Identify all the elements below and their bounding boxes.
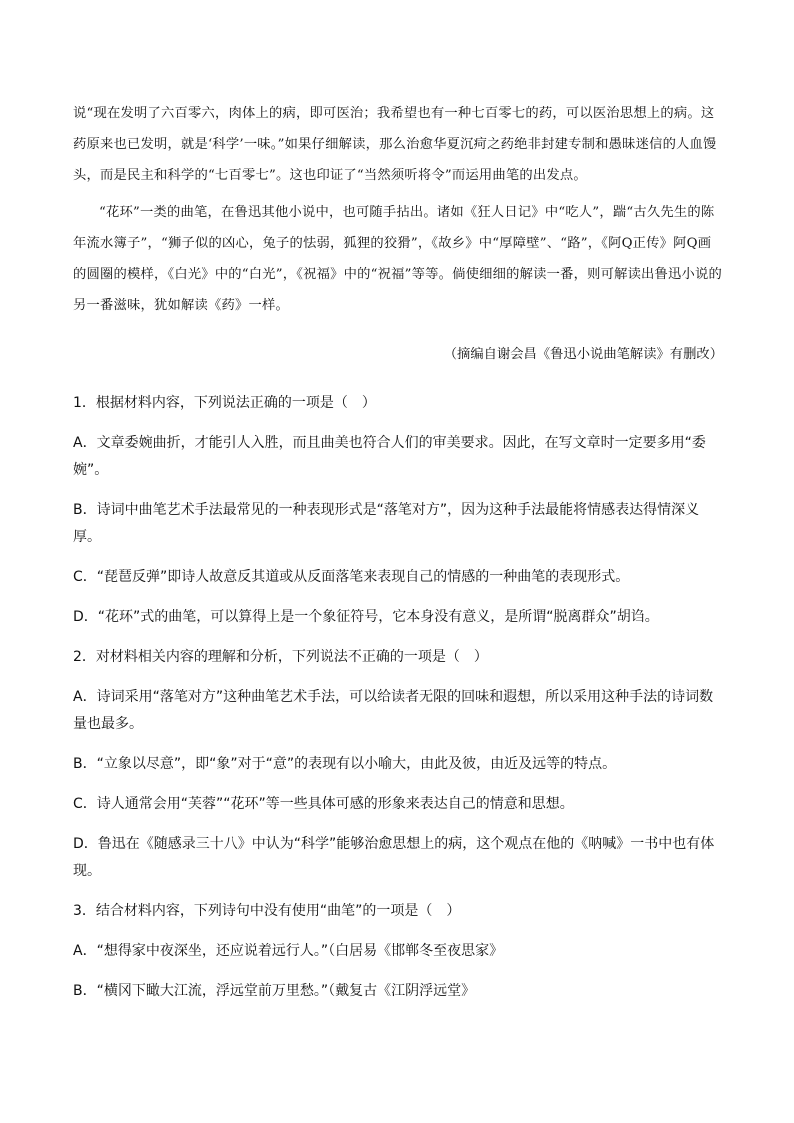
passage-paragraph-2: “花环”一类的曲笔，在鲁迅其他小说中，也可随手拈出。诸如《狂人日记》中“吃人”，踹“古久先生的陈年流水簿子”，“狮子似的凶心，兔子的怯弱，狐狸的狡猾”，《故乡》中“厚障壁”、“路”，《阿Q正传》阿Q画的圆圈的模样，《白光》中的“白光”，《祝福》中的“祝福”等等。倘使细细的解读一番，则可解读出鲁迅小说的另一番滋味，犹如解读《药》一样。 xyxy=(73,205,723,313)
option-a: A．诗词采用“落笔对方”这种曲笔艺术手法，可以给读者无限的回味和遐想，所以采用这种手法的诗词数量也最多。 xyxy=(73,689,714,732)
option-b: B．“立象以尽意”，即“象”对于“意”的表现有以小喻大，由此及彼，由近及远等的特点。 xyxy=(73,756,617,772)
question-stem: 3．结合材料内容，下列诗句中没有使用“曲笔”的一项是（ ） xyxy=(73,903,461,919)
reading-passage xyxy=(73,98,723,321)
option-a: A．文章委婉曲折，才能引人入胜，而且曲美也符合人们的审美要求。因此，在写文章时一定要多用“委婉”。 xyxy=(73,435,706,478)
option-d: D．鲁迅在《随感录三十八》中认为“科学”能够治愈思想上的病，这个观点在他的《呐喊》一书中也有体现。 xyxy=(73,836,715,879)
option-b: B．诗词中曲笔艺术手法最常见的一种表现形式是“落笔对方”，因为这种手法最能将情感表达得情深义厚。 xyxy=(73,502,700,545)
question-1 xyxy=(73,390,723,631)
question-list xyxy=(73,390,723,1005)
question-stem: 2．对材料相关内容的理解和分析，下列说法不正确的一项是（ ） xyxy=(73,649,488,665)
option-c: C．诗人通常会用“芙蓉”“花环”等一些具体可感的形象来表达自己的情意和思想。 xyxy=(73,796,574,812)
question-2 xyxy=(73,644,723,885)
option-a: A．“想得家中夜深坐，还应说着远行人。”（白居易《邯郸冬至夜思家》 xyxy=(73,943,504,959)
passage-paragraph-1: 说“现在发明了六百零六，肉体上的病，即可医治；我希望也有一种七百零七的药，可以医治思想上的病。这药原来也已发明，就是‘科学’一味。”如果仔细解读，那么治愈华夏沉疴之药绝非封建专制和愚昧迷信的人血馒头，而是民主和科学的“七百零七”。这也印证了“当然须听将令”而运用曲笔的出发点。 xyxy=(73,106,717,183)
question-stem: 1．根据材料内容，下列说法正确的一项是（ ） xyxy=(73,395,376,411)
option-d: D．“花环”式的曲笔，可以算得上是一个象征符号，它本身没有意义，是所谓“脱离群众”胡诌。 xyxy=(73,609,659,625)
option-b: B．“横冈下瞰大江流，浮远堂前万里愁。”（戴复古《江阴浮远堂》 xyxy=(73,983,476,999)
option-c: C．“琵琶反弹”即诗人故意反其道或从反面落笔来表现自己的情感的一种曲笔的表现形式。 xyxy=(73,569,630,585)
passage-source-citation: （摘编自谢会昌《鲁迅小说曲笔解读》有删改） xyxy=(443,347,723,362)
question-3 xyxy=(73,898,723,1005)
